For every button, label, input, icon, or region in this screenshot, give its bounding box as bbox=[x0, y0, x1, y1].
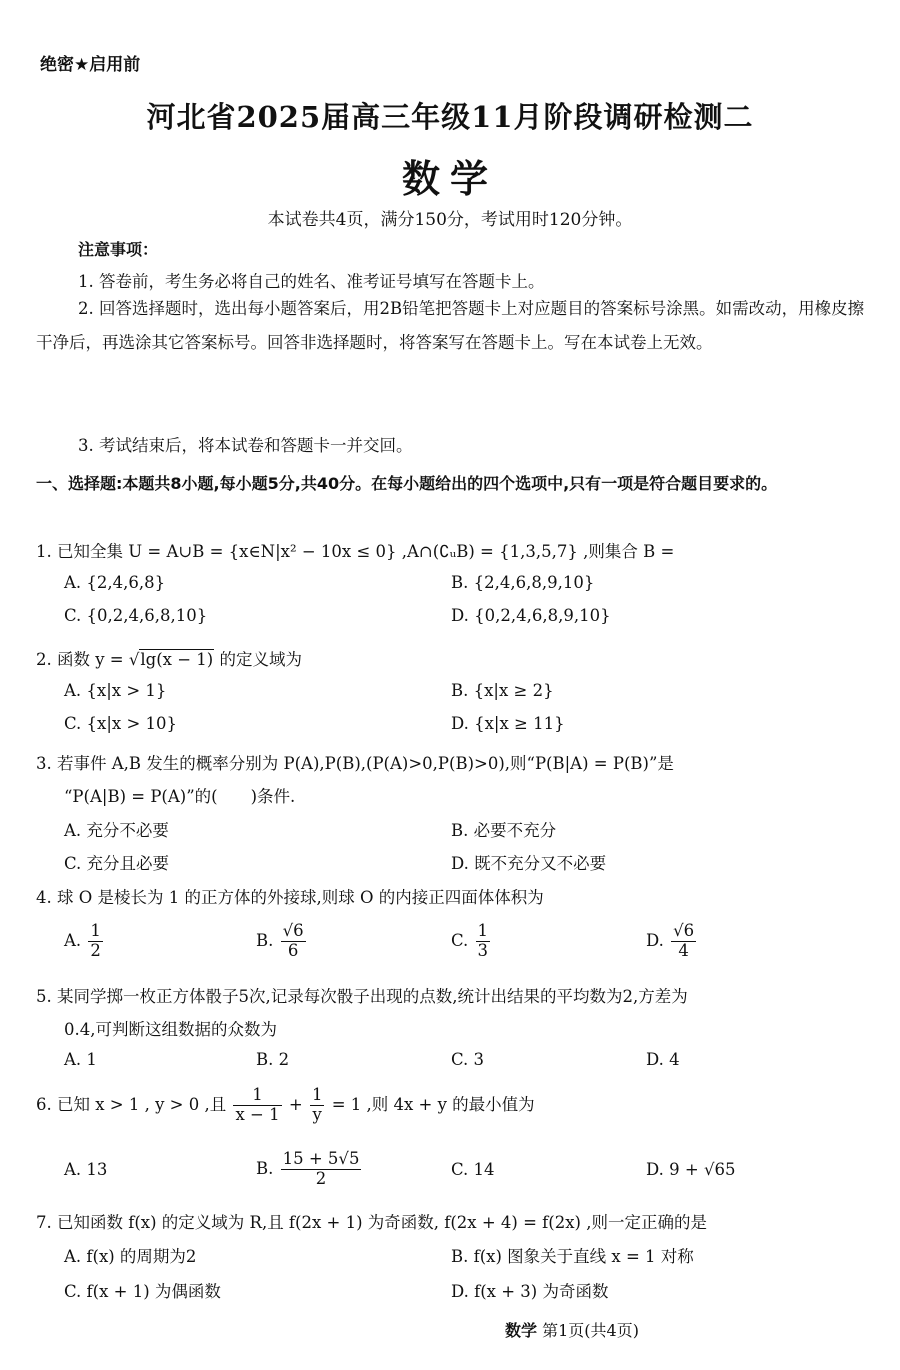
denominator: 2 bbox=[90, 940, 101, 960]
denominator: 6 bbox=[287, 940, 299, 960]
q1-option-b: B. {2,4,6,8,9,10} bbox=[451, 573, 595, 592]
footer-subject: 数学 bbox=[505, 1321, 538, 1340]
denominator: y bbox=[312, 1104, 322, 1124]
question-stem-line1: 某同学掷一枚正方体骰子5次,记录每次骰子出现的点数,统计出结果的平均数为2,方差为 bbox=[57, 987, 688, 1006]
q7-option-c: C. f(x + 1) 为偶函数 bbox=[64, 1282, 221, 1301]
question-number: 1. bbox=[36, 542, 52, 561]
question-1 bbox=[36, 538, 674, 562]
fraction bbox=[281, 1150, 362, 1189]
question-stem: 球 O 是棱长为 1 的正方体的外接球,则球 O 的内接正四面体体积为 bbox=[57, 888, 544, 907]
numerator: 1 bbox=[90, 921, 101, 940]
option-label: B. bbox=[256, 1158, 274, 1178]
subject-title: 数学 bbox=[401, 156, 498, 201]
question-stem-line2: 0.4,可判断这组数据的众数为 bbox=[64, 1020, 277, 1039]
fraction bbox=[310, 1086, 325, 1125]
q6-option-d: D. 9 + √65 bbox=[646, 1160, 736, 1179]
q4-option-b bbox=[256, 922, 308, 961]
question-stem: 已知函数 f(x) 的定义域为 R,且 f(2x + 1) 为奇函数, f(2x + 4) = f(2x) ,则一定正确的是 bbox=[57, 1213, 707, 1232]
section-heading-text: 一、选择题:本题共8小题,每小题5分,共40分。在每小题给出的四个选项中,只有一项是符合题目要求的。 bbox=[36, 474, 778, 493]
fraction bbox=[281, 922, 306, 961]
q5-option-c: C. 3 bbox=[451, 1050, 485, 1069]
question-stem-line1: 若事件 A,B 发生的概率分别为 P(A),P(B),(P(A)>0,P(B)>0),则“P(B|A) = P(B)”是 bbox=[57, 754, 674, 773]
question-stem-pre: 已知 x > 1 , y > 0 ,且 bbox=[57, 1094, 227, 1114]
radicand: lg(x − 1) bbox=[140, 650, 214, 669]
exam-title: 河北省2025届高三年级11月阶段调研检测二 bbox=[146, 100, 754, 134]
q3-option-a: A. 充分不必要 bbox=[64, 821, 169, 840]
fraction bbox=[88, 922, 103, 961]
question-stem-post: = 1 ,则 4x + y 的最小值为 bbox=[331, 1094, 535, 1114]
q2-option-a: A. {x|x > 1} bbox=[64, 681, 167, 700]
option-label: C. bbox=[451, 930, 469, 950]
q3-option-b: B. 必要不充分 bbox=[451, 821, 557, 840]
question-number: 2. bbox=[36, 650, 52, 669]
question-number: 5. bbox=[36, 987, 52, 1006]
q1-option-d: D. {0,2,4,6,8,9,10} bbox=[451, 606, 611, 625]
question-stem-pre: 函数 y = √ bbox=[57, 650, 140, 669]
question-7 bbox=[36, 1209, 707, 1233]
question-5 bbox=[36, 983, 688, 1007]
denominator: x − 1 bbox=[235, 1104, 280, 1124]
notice-item-1: 1. 答卷前，考生务必将自己的姓名、准考证号填写在答题卡上。 bbox=[78, 272, 545, 291]
q5-option-b: B. 2 bbox=[256, 1050, 290, 1069]
question-stem-line2: “P(A|B) = P(A)”的( )条件. bbox=[64, 787, 296, 806]
section-heading bbox=[36, 466, 866, 502]
denominator: 4 bbox=[678, 940, 689, 960]
fraction bbox=[233, 1086, 281, 1125]
q7-option-d: D. f(x + 3) 为奇函数 bbox=[451, 1282, 609, 1301]
q3-option-d: D. 既不充分又不必要 bbox=[451, 854, 607, 873]
footer-page: 第1页(共4页) bbox=[542, 1321, 639, 1340]
denominator: 2 bbox=[315, 1168, 327, 1188]
notice-heading: 注意事项： bbox=[78, 240, 159, 259]
page-footer bbox=[505, 1318, 639, 1341]
denominator: 3 bbox=[477, 940, 489, 960]
plus-sign: + bbox=[288, 1094, 303, 1114]
numerator: 1 bbox=[311, 1085, 323, 1104]
numerator: √6 bbox=[673, 921, 695, 940]
option-label: B. bbox=[256, 930, 274, 950]
q2-option-c: C. {x|x > 10} bbox=[64, 714, 178, 733]
q7-option-b: B. f(x) 图象关于直线 x = 1 对称 bbox=[451, 1247, 694, 1266]
fraction bbox=[671, 922, 696, 961]
q5-option-a: A. 1 bbox=[64, 1050, 97, 1069]
question-number: 7. bbox=[36, 1213, 52, 1232]
fraction bbox=[476, 922, 491, 961]
question-4 bbox=[36, 884, 544, 908]
q2-option-b: B. {x|x ≥ 2} bbox=[451, 681, 554, 700]
q6-option-c: C. 14 bbox=[451, 1160, 495, 1179]
question-6 bbox=[36, 1086, 535, 1125]
q4-option-a bbox=[64, 922, 105, 961]
notice-item-3: 3. 考试结束后，将本试卷和答题卡一并交回。 bbox=[78, 436, 413, 455]
question-stem-post: 的定义域为 bbox=[214, 650, 302, 669]
numerator: 15 + 5√5 bbox=[282, 1149, 360, 1168]
question-number: 3. bbox=[36, 754, 52, 773]
question-3 bbox=[36, 750, 674, 774]
q6-option-b bbox=[256, 1150, 363, 1189]
q7-option-a: A. f(x) 的周期为2 bbox=[64, 1247, 197, 1266]
q5-option-d: D. 4 bbox=[646, 1050, 680, 1069]
question-2 bbox=[36, 646, 302, 670]
q4-option-d bbox=[646, 922, 698, 961]
q6-option-a: A. 13 bbox=[64, 1160, 108, 1179]
option-label: A. bbox=[64, 930, 82, 950]
q3-option-c: C. 充分且必要 bbox=[64, 854, 170, 873]
notice-item-2: 2. 回答选择题时，选出每小题答案后，用2B铅笔把答题卡上对应题目的答案标号涂黑。如需改动，用橡皮擦干净后，再选涂其它答案标号。回答非选择题时，将答案写在答题卡上。写在本试卷上无效。 bbox=[36, 299, 865, 352]
q2-option-d: D. {x|x ≥ 11} bbox=[451, 714, 565, 733]
q4-option-c bbox=[451, 922, 492, 961]
numerator: √6 bbox=[282, 921, 304, 940]
q1-option-c: C. {0,2,4,6,8,10} bbox=[64, 606, 208, 625]
question-number: 4. bbox=[36, 888, 52, 907]
secret-label: 绝密★启用前 bbox=[40, 55, 141, 75]
option-label: D. bbox=[646, 930, 664, 950]
numerator: 1 bbox=[233, 1086, 281, 1106]
exam-info: 本试卷共4页，满分150分，考试用时120分钟。 bbox=[267, 210, 633, 230]
question-number: 6. bbox=[36, 1094, 52, 1114]
numerator: 1 bbox=[477, 921, 489, 940]
q1-option-a: A. {2,4,6,8} bbox=[64, 573, 166, 592]
question-stem: 已知全集 U = A∪B = {x∈N|x² − 10x ≤ 0} ,A∩(∁ᵤB) = {1,3,5,7} ,则集合 B = bbox=[57, 542, 675, 561]
